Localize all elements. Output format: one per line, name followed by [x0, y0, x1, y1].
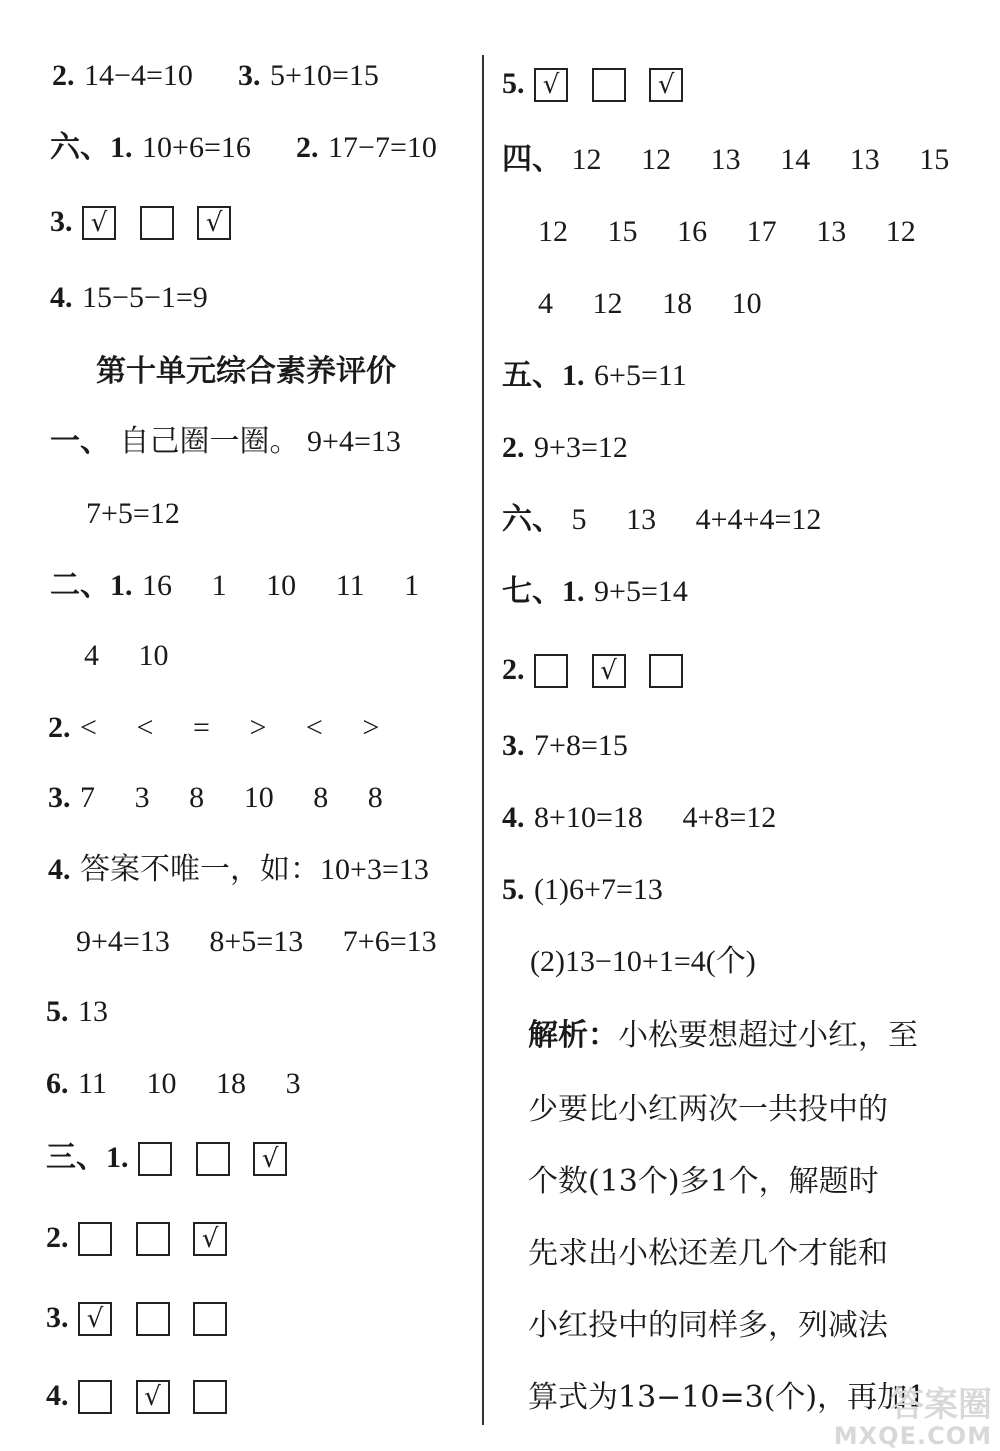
- section-title: 第十单元综合素养评价: [96, 354, 396, 389]
- answer-line: [50, 202, 245, 242]
- item-number: 3.: [46, 1301, 69, 1334]
- item-number: 5.: [502, 873, 525, 906]
- answer-value: 18: [662, 287, 693, 320]
- item-number: 三、1.: [46, 1141, 129, 1174]
- item-number: 六、1.: [50, 131, 133, 164]
- item-number: 2.: [48, 711, 71, 744]
- answer-line: [84, 636, 169, 676]
- answer-line: [538, 212, 916, 252]
- item-number: 二、1.: [50, 569, 133, 602]
- answer-value: 18: [216, 1067, 247, 1100]
- check-box: √: [78, 1302, 112, 1336]
- answer-value: 15: [919, 143, 950, 176]
- answer-line: [502, 798, 776, 838]
- answer-value: 10: [243, 781, 274, 814]
- item-number: 2.: [46, 1221, 69, 1254]
- answer-value: =: [192, 711, 210, 744]
- explanation-line: 个数(13个)多1个，解题时: [528, 1164, 879, 1199]
- answer-text: (1)6+7=13: [534, 873, 663, 906]
- item-number: 3.: [502, 729, 525, 762]
- check-box: [136, 1302, 170, 1336]
- item-number: 3.: [50, 205, 73, 238]
- answer-line: [86, 494, 180, 534]
- answer-line: [46, 1138, 301, 1178]
- item-number: 一、: [50, 425, 110, 458]
- check-box: √: [136, 1380, 170, 1414]
- answer-value: 12: [571, 143, 602, 176]
- check-box: √: [197, 206, 231, 240]
- answer-value: 10: [146, 1067, 177, 1100]
- watermark: [833, 1385, 992, 1450]
- check-box: [649, 654, 683, 688]
- answer-value: 4+4+4=12: [695, 503, 822, 536]
- answer-value: 11: [335, 569, 365, 602]
- answer-line: [502, 650, 697, 690]
- answer-text: 5+10=15: [270, 59, 379, 92]
- answer-line: [46, 1064, 301, 1104]
- check-box: [193, 1380, 227, 1414]
- answer-line: [50, 566, 419, 606]
- answer-value: 7+6=13: [342, 925, 437, 958]
- answer-value: 1: [211, 569, 227, 602]
- answer-value: >: [249, 711, 267, 744]
- answer-text: 13: [78, 995, 109, 1028]
- answer-value: 7: [80, 781, 96, 814]
- answer-line: [48, 778, 383, 818]
- answer-text: 答案不唯一，如：10+3=13: [80, 853, 429, 886]
- answer-value: <: [305, 711, 323, 744]
- answer-text: 自己圈一圈。 9+4=13: [119, 425, 401, 458]
- check-box: [78, 1222, 112, 1256]
- explanation-text: 小松要想超过小红，至: [618, 1018, 918, 1053]
- answer-value: 4+8=12: [682, 801, 777, 834]
- item-number: 4.: [48, 853, 71, 886]
- answer-value: 12: [641, 143, 672, 176]
- check-box: [136, 1222, 170, 1256]
- check-box: [196, 1142, 230, 1176]
- item-number: 3.: [48, 781, 71, 814]
- answer-text: 17−7=10: [328, 131, 437, 164]
- answer-line: [502, 428, 628, 468]
- answer-line: [50, 128, 437, 168]
- item-number: 5.: [46, 995, 69, 1028]
- answer-text: 6+5=11: [594, 359, 687, 392]
- answer-line: [76, 922, 437, 962]
- item-number: 6.: [46, 1067, 69, 1100]
- explanation-line: 小红投中的同样多，列减法: [528, 1308, 888, 1343]
- answer-line: [46, 1298, 241, 1338]
- check-box: √: [82, 206, 116, 240]
- item-number: 四、: [502, 143, 562, 176]
- answer-value: <: [136, 711, 154, 744]
- answer-value: 13: [626, 503, 657, 536]
- answer-value: 4: [84, 639, 99, 672]
- answer-line: [502, 356, 687, 396]
- column-divider: [482, 55, 484, 1425]
- answer-value: 16: [677, 215, 708, 248]
- watermark-text: 答案圈: [890, 1385, 992, 1426]
- answer-line: [46, 992, 108, 1032]
- item-number: 2.: [502, 653, 525, 686]
- item-number: 5.: [502, 67, 525, 100]
- answer-line: [502, 64, 697, 104]
- answer-value: 5: [571, 503, 587, 536]
- answer-value: 9+4=13: [76, 925, 170, 958]
- check-box: √: [649, 68, 683, 102]
- check-box: [592, 68, 626, 102]
- answer-value: <: [80, 711, 97, 744]
- check-box: [534, 654, 568, 688]
- item-number: 2.: [502, 431, 525, 464]
- answer-value: 12: [885, 215, 916, 248]
- answer-line: [538, 284, 762, 324]
- check-box: [193, 1302, 227, 1336]
- answer-text: 10+6=16: [142, 131, 251, 164]
- answer-text: 7+8=15: [534, 729, 628, 762]
- check-box: [138, 1142, 172, 1176]
- answer-value: 3: [285, 1067, 301, 1100]
- answer-value: 10: [266, 569, 297, 602]
- answer-value: 8: [367, 781, 383, 814]
- answer-text: 9+3=12: [534, 431, 628, 464]
- answer-line: [502, 500, 821, 540]
- item-number: 2.: [295, 131, 319, 164]
- answer-line: [46, 1376, 241, 1416]
- watermark-url: MXQE.COM: [833, 1421, 992, 1450]
- item-number: 七、1.: [502, 575, 585, 608]
- answer-line: [48, 850, 429, 890]
- explanation-line: 少要比小红两次一共投中的: [528, 1092, 888, 1127]
- check-box: √: [253, 1142, 287, 1176]
- answer-line: [52, 56, 379, 96]
- answer-line: [46, 1218, 241, 1258]
- answer-value: 11: [78, 1067, 107, 1100]
- explanation-line: 算式为13−10=3(个)，再加1: [528, 1380, 927, 1415]
- answer-value: 8+10=18: [534, 801, 643, 834]
- answer-value: 14: [780, 143, 811, 176]
- answer-value: 12: [592, 287, 623, 320]
- item-number: 4.: [50, 281, 73, 314]
- answer-value: 17: [746, 215, 777, 248]
- answer-value: 15: [607, 215, 638, 248]
- answer-value: 1: [404, 569, 420, 602]
- answer-value: 8+5=13: [209, 925, 304, 958]
- answer-line: [502, 140, 949, 180]
- answer-line: [530, 942, 756, 982]
- answer-line: [502, 870, 663, 910]
- answer-text: (2)13−10+1=4(个): [530, 945, 756, 978]
- explanation-line: [528, 1016, 918, 1056]
- answer-value: 13: [849, 143, 880, 176]
- answer-value: 4: [538, 287, 553, 320]
- answer-value: 12: [538, 215, 568, 248]
- answer-text: 15−5−1=9: [82, 281, 208, 314]
- item-number: 4.: [46, 1379, 69, 1412]
- item-number: 3.: [237, 59, 261, 92]
- check-box: √: [534, 68, 568, 102]
- answer-value: >: [362, 711, 380, 744]
- check-box: √: [193, 1222, 227, 1256]
- answer-line: [502, 726, 628, 766]
- answer-line: [50, 422, 401, 462]
- explanation-line: 先求出小松还差几个才能和: [528, 1236, 888, 1271]
- item-number: 五、1.: [502, 359, 585, 392]
- answer-value: 10: [731, 287, 762, 320]
- answer-value: 10: [138, 639, 169, 672]
- answer-text: 7+5=12: [86, 497, 180, 530]
- answer-value: 3: [134, 781, 150, 814]
- item-number: 2.: [52, 59, 75, 92]
- check-box: [78, 1380, 112, 1414]
- answer-line: [50, 278, 208, 318]
- answer-value: 13: [816, 215, 847, 248]
- answer-value: 13: [710, 143, 741, 176]
- answer-line: [502, 572, 688, 612]
- answer-value: 8: [313, 781, 329, 814]
- item-number: 4.: [502, 801, 525, 834]
- check-box: [140, 206, 174, 240]
- explanation-label: 解析：: [528, 1018, 618, 1053]
- item-number: 六、: [502, 503, 562, 536]
- answer-value: 16: [142, 569, 173, 602]
- answer-line: [48, 708, 379, 748]
- check-box: √: [592, 654, 626, 688]
- answer-text: 14−4=10: [84, 59, 193, 92]
- answer-text: 9+5=14: [594, 575, 688, 608]
- answer-value: 8: [189, 781, 205, 814]
